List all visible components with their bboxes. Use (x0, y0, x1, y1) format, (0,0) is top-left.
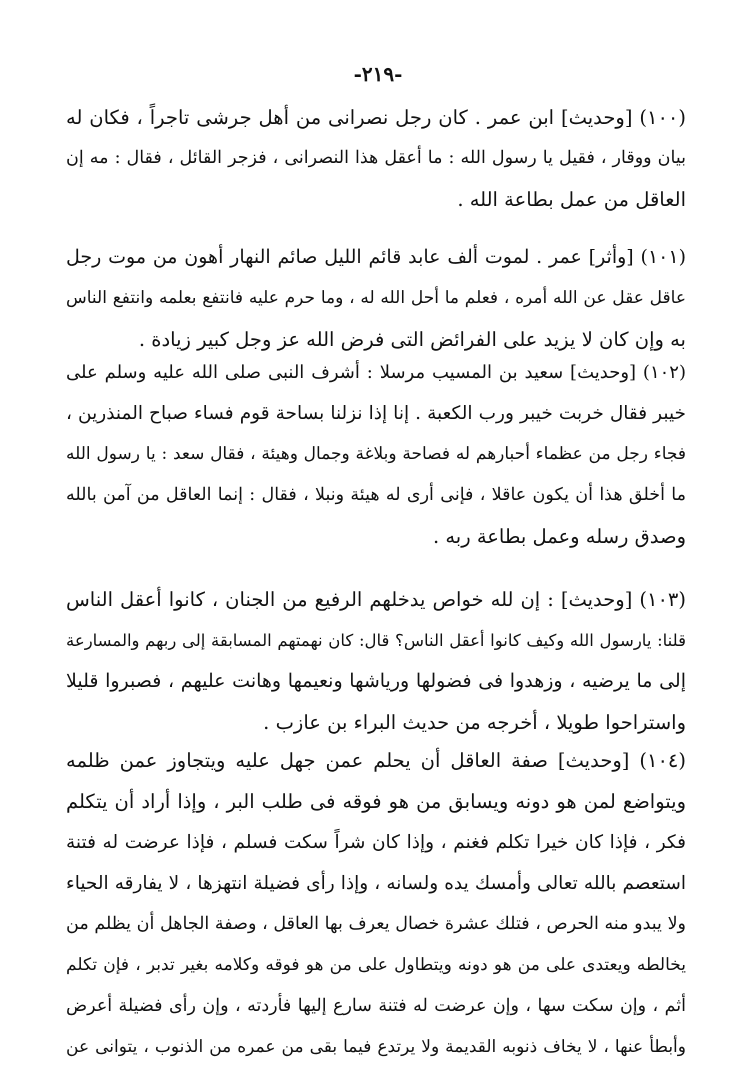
text-line: ما أخلق هذا أن يكون عاقلا ، فإنى أرى له هيئة ونبلا ، فقال : إنما العاقل من آمن بالله (66, 485, 686, 505)
text-line: وصدق رسله وعمل بطاعة ربه . (432, 525, 686, 548)
text-line: فجاء رجل من عظماء أحبارهم له فصاحة وبلاغة وجمال وهيئة ، فقال سعد : يا رسول الله (66, 444, 686, 464)
text-line: (١٠٠) [وحديث] ابن عمر . كان رجل نصرانى من أهل جرشى تاجراً ، فكان له (66, 106, 686, 129)
text-line: فكر ، فإذا كان خيرا تكلم فغنم ، وإذا كان شراً سكت فسلم ، فإذا عرضت له فتنة (66, 832, 686, 853)
text-line: قلنا: يارسول الله وكيف كانوا أعقل الناس؟ قال: كان نهمتهم المسابقة إلى ربهم والمسارعة (66, 631, 686, 650)
hadith-102-paragraph (66, 352, 686, 557)
text-line: واستراحوا طويلا ، أخرجه من حديث البراء بن عازب . (263, 711, 686, 734)
athar-101-paragraph (66, 237, 686, 360)
text-line: العاقل من عمل بطاعة الله . (457, 188, 686, 211)
text-line: (١٠٣) [وحديث] : إن لله خواص يدخلهم الرفيع من الجنان ، كانوا أعقل الناس (66, 588, 686, 611)
text-line: به وإن كان لا يزيد على الفرائض التى فرض الله عز وجل كبير زيادة . (138, 328, 686, 351)
hadith-104-paragraph (66, 740, 686, 1068)
text-line: عاقل عقل عن الله أمره ، فعلم ما أحل الله له ، وما حرم عليه فانتفع بعلمه وانتفع الناس (66, 288, 686, 308)
text-line: (١٠١) [وأثر] عمر . لموت ألف عابد قائم الليل صائم النهار أهون من موت رجل (66, 246, 686, 268)
text-line: استعصم بالله تعالى وأمسك يده ولسانه ، وإذا رأى فضيلة انتهزها ، لا يفارقه الحياء (66, 873, 686, 894)
text-line: (١٠٤) [وحديث] صفة العاقل أن يحلم عمن جهل عليه ويتجاوز عمن ظلمه (66, 749, 686, 772)
text-line: ولا يبدو منه الحرص ، فتلك عشرة خصال يعرف بها العاقل ، وصفة الجاهل أن يظلم من (66, 914, 686, 934)
text-line: أثم ، وإن سكت سها ، وإن عرضت له فتنة سارع إليها فأردته ، وإن رأى فضيلة أعرض (66, 996, 686, 1016)
text-line: خيبر فقال خربت خيبر ورب الكعبة . إنا إذا نزلنا بساحة قوم فساء صباح المنذرين ، (66, 403, 686, 424)
text-line: إلى ما يرضيه ، وزهدوا فى فضولها ورياشها ونعيمها وهانت عليهم ، فصبروا قليلا (66, 670, 686, 692)
text-line: (١٠٢) [وحديث] سعيد بن المسيب مرسلا : أشرف النبى صلى الله عليه وسلم على (66, 362, 686, 383)
text-line: يخالطه ويعتدى على من هو دونه ويتطاول على من هو فوقه وكلامه بغير تدبر ، فإن تكلم (66, 955, 686, 975)
text-line: بيان ووقار ، فقيل يا رسول الله : ما أعقل هذا النصرانى ، فزجر القائل ، فقال : مه إن (66, 148, 686, 168)
hadith-103-paragraph (66, 579, 686, 743)
text-line: وأبطأ عنها ، لا يخاف ذنوبه القديمة ولا يرتدع فيما بقى من عمره من الذنوب ، يتوانى عن (66, 1037, 686, 1057)
text-line: ويتواضع لمن هو دونه ويسابق من هو فوقه فى طلب البر ، وإذا أراد أن يتكلم (66, 790, 686, 813)
page-number: -٢١٩- (353, 62, 403, 86)
hadith-100-paragraph (66, 97, 686, 220)
